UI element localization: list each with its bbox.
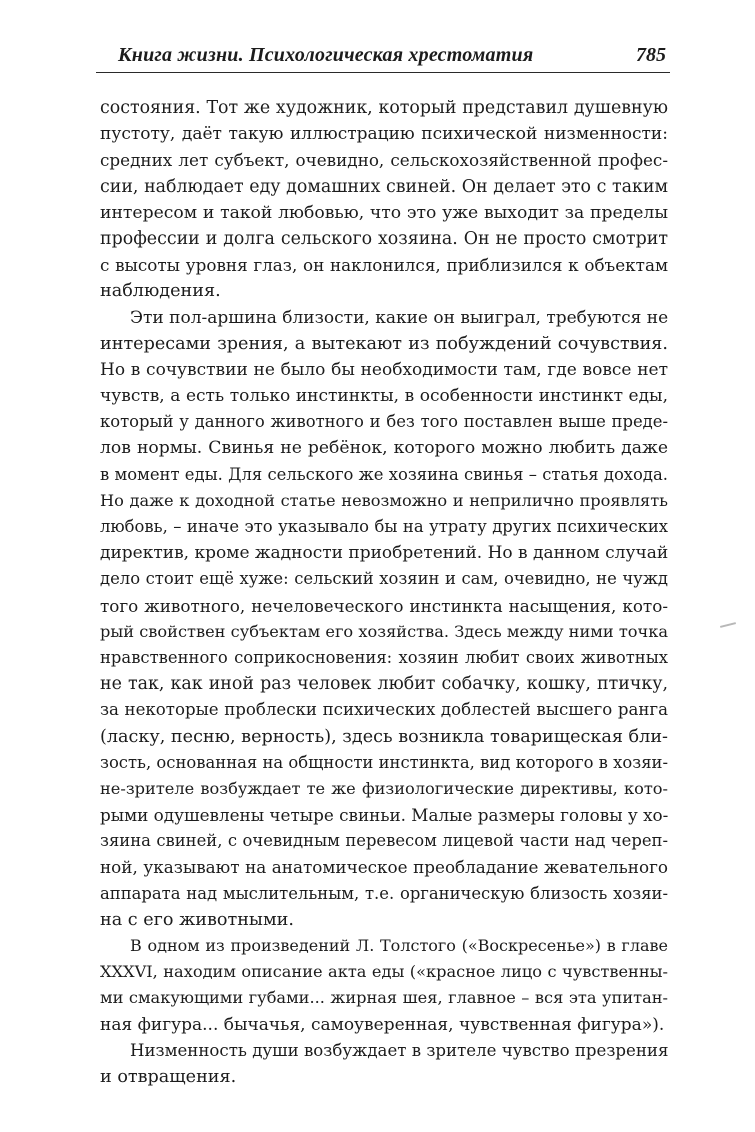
text-line: не-зрителе возбуждает те же физиологические директивы, кото- (100, 778, 668, 798)
text-line: ная фигура... бычачья, самоуверенная, чувственная фигура»). (100, 1014, 665, 1035)
text-line: который у данного животного и без того поставлен выше преде- (100, 412, 668, 432)
text-line: рый свойствен субъектам его хозяйства. Здесь между ними точка (100, 621, 668, 641)
text-line: (ласку, песню, верность), здесь возникла товарищеская бли- (100, 726, 668, 747)
text-line: не так, как иной раз человек любит собачку, кошку, птичку, (100, 674, 668, 695)
text-line: средних лет субъект, очевидно, сельскохозяйственной профес- (100, 150, 668, 171)
text-line: зость, основанная на общности инстинкта, вид которого в хозяи- (100, 752, 668, 772)
text-line: Эти пол-аршина близости, какие он выиграл, требуются не (130, 307, 669, 328)
text-line: и отвращения. (100, 1066, 237, 1087)
text-line: Но даже к доходной статье невозможно и неприлично проявлять (100, 490, 668, 510)
scan-speck (720, 622, 736, 628)
text-line: В одном из произведений Л. Толстого («Воскресенье») в главе (130, 936, 668, 955)
text-line: зяина свиней, с очевидным перевесом лицевой части над череп- (100, 831, 668, 851)
text-line: сии, наблюдает еду домашних свиней. Он делает это с таким (100, 176, 668, 197)
text-line: чувств, а есть только инстинкты, в особенности инстинкт еды, (100, 386, 668, 407)
text-line: интересами зрения, а вытекают из побуждений сочувствия. (100, 333, 668, 354)
running-title: Книга жизни. Психологическая хрестоматия (118, 44, 534, 66)
text-line: ми смакующими губами... жирная шея, главное – вся эта упитан- (100, 988, 668, 1008)
text-line: нравственного соприкосновения: хозяин любит своих животных (100, 647, 668, 667)
page-number: 785 (636, 44, 666, 66)
text-line: Низменность души возбуждает в зрителе чувство презрения (130, 1040, 669, 1060)
body-text (100, 95, 668, 1090)
text-line: профессии и долга сельского хозяина. Он не просто смотрит (100, 228, 668, 249)
text-line: аппарата над мыслительным, т.е. органическую близость хозяи- (100, 883, 668, 903)
text-line: рыми одушевлены четыре свиньи. Малые размеры головы у хо- (100, 805, 669, 826)
text-line: с высоты уровня глаз, он наклонился, приблизился к объектам (100, 255, 668, 276)
text-line: наблюдения. (100, 281, 221, 302)
text-line: в момент еды. Для сельского же хозяина свинья – статья дохода. (100, 464, 668, 484)
text-line: интересом и такой любовью, что это уже выходит за пределы (100, 202, 668, 223)
text-line: Но в сочувствии не было бы необходимости там, где вовсе нет (100, 359, 668, 380)
text-line: дело стоит ещё хуже: сельский хозяин и сам, очевидно, не чужд (100, 569, 668, 589)
text-line: пустоту, даёт такую иллюстрацию психической низменности: (100, 124, 668, 145)
text-line: на с его животными. (100, 909, 294, 930)
text-line: за некоторые проблески психических доблестей высшего ранга (100, 700, 668, 720)
text-line: состояния. Тот же художник, который представил душевную (100, 98, 668, 118)
text-line: любовь, – иначе это указывало бы на утрату других психических (100, 517, 668, 536)
text-line: лов нормы. Свинья не ребёнок, которого можно любить даже (100, 438, 668, 459)
text-line: XXXVI, находим описание акта еды («красное лицо с чувственны- (100, 962, 668, 982)
running-header (96, 40, 670, 73)
text-line: ной, указывают на анатомическое преобладание жевательного (100, 857, 668, 878)
text-line: директив, кроме жадности приобретений. Но в данном случай (100, 543, 669, 564)
text-line: того животного, нечеловеческого инстинкта насыщения, кото- (100, 595, 668, 616)
